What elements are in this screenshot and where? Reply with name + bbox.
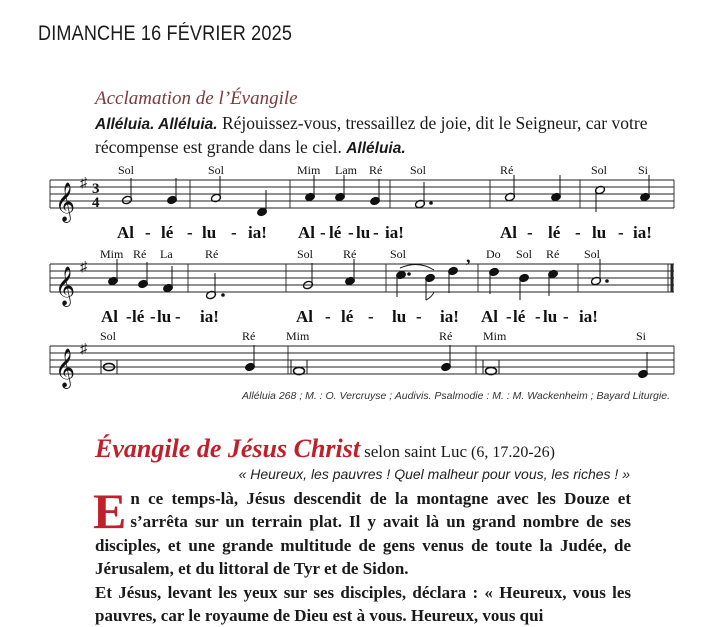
time-sig-bottom: 4: [92, 195, 100, 211]
chord: Si: [636, 329, 647, 343]
system-3: [50, 329, 674, 389]
system-1: [50, 163, 674, 242]
system-2: [50, 246, 674, 326]
chord: Sol: [390, 247, 407, 261]
music-credit: Alléluia 268 ; M. : O. Vercruyse ; Audivis. Psalmodie : M. : M. Wackenheim ; Bayard Liturgie.: [242, 390, 670, 402]
lyric: Al: [101, 307, 118, 326]
breath-mark-icon: ,: [466, 246, 471, 266]
chord: Mim: [100, 247, 124, 261]
lyric: -: [416, 307, 422, 326]
key-signature-sharp-icon: ♯: [80, 176, 87, 191]
treble-clef-icon: 𝄞: [55, 182, 76, 222]
chord: Sol: [118, 163, 135, 177]
chord: Mim: [286, 329, 310, 343]
lyric: lu: [202, 223, 217, 242]
lyric: ia!: [200, 307, 219, 326]
alleluia-close: Alléluia.: [346, 140, 406, 157]
chord: Sol: [297, 247, 314, 261]
chord: La: [160, 247, 173, 261]
lyric: lu: [157, 307, 172, 326]
notes-2: [108, 259, 609, 300]
lyric: -: [348, 223, 354, 242]
lyric: lu: [543, 307, 558, 326]
chord: Ré: [500, 163, 514, 177]
key-signature-sharp-icon: ♯: [80, 342, 87, 357]
lyric: -: [150, 307, 156, 326]
lyric: ia!: [440, 307, 459, 326]
page-date-header: DIMANCHE 16 FÉVRIER 2025: [38, 22, 293, 45]
lyric: -: [126, 307, 132, 326]
treble-clef-icon: 𝄞: [55, 348, 76, 388]
lyric: -: [535, 307, 541, 326]
lyric: -: [175, 307, 181, 326]
lyric: -: [618, 223, 624, 242]
chord: Sol: [100, 329, 117, 343]
treble-clef-icon: 𝄞: [55, 266, 76, 306]
notes-1: [122, 175, 651, 217]
gospel-paragraph-1: [93, 483, 631, 581]
gospel-title: Évangile de Jésus Christ: [95, 434, 361, 463]
chord: Mim: [297, 163, 321, 177]
gospel-paragraph-2: Et Jésus, levant les yeux sur ses disciples, déclara : « Heureux, vous les pauvres, car le royaume de Dieu est à vous. Heureux, vous qui: [95, 582, 631, 626]
lyric: Al: [481, 307, 498, 326]
alleluia-open: Alléluia. Alléluia.: [95, 116, 218, 133]
lyric: Al: [117, 223, 134, 242]
chord: Si: [638, 163, 649, 177]
lyric: -: [325, 307, 331, 326]
lyric: lé: [161, 223, 174, 242]
lyric: -: [506, 307, 512, 326]
lyric: lu: [592, 223, 607, 242]
lyric: ia!: [385, 223, 404, 242]
lyric: -: [373, 223, 379, 242]
gospel-subtitle: selon saint Luc: [364, 442, 468, 461]
time-sig-top: 3: [92, 181, 100, 197]
key-signature-sharp-icon: ♯: [80, 260, 87, 275]
lyric: -: [527, 223, 533, 242]
chord: Sol: [410, 163, 427, 177]
chord: Sol: [584, 247, 601, 261]
acclamation-title: Acclamation de l’Évangile: [95, 88, 298, 109]
lyric: lu: [356, 223, 371, 242]
lyric: -: [575, 223, 581, 242]
chord: Ré: [546, 247, 560, 261]
music-score: 𝄞 𝄞 ♯ 3 4 Sol Sol Mim Lam Ré Sol Ré Sol Si Al - lé - lu - ia! Al - lé - lu - ia! Al - lé - lu - ia! 𝄞 ♯ , Mim Ré La Ré Sol Ré Sol Do Sol Ré Sol Al - lé - lu - ia! Al - lé - lu - ia! Al - lé - lu - ia! 𝄞 ♯ Sol Ré Mim Ré Mim Si: [0, 160, 727, 390]
acclamation-text: [95, 112, 655, 160]
chord: Ré: [439, 329, 453, 343]
lyric: lé: [341, 307, 354, 326]
chord: Ré: [242, 329, 256, 343]
drop-cap: E: [93, 483, 127, 539]
lyric: lé: [132, 307, 145, 326]
chord: Ré: [343, 247, 357, 261]
chord: Mim: [483, 329, 507, 343]
chord: Ré: [133, 247, 147, 261]
lyric: -: [563, 307, 569, 326]
lyric: lé: [513, 307, 526, 326]
gospel-body: [93, 483, 631, 627]
lyric: -: [187, 223, 193, 242]
chord: Sol: [208, 163, 225, 177]
chord: Ré: [369, 163, 383, 177]
chord: Lam: [335, 163, 357, 177]
chord: Do: [486, 247, 501, 261]
staff-lines-1: [50, 180, 674, 208]
lyric: -: [231, 223, 237, 242]
lyric: lé: [548, 223, 561, 242]
chord: Sol: [516, 247, 533, 261]
lyric: ia!: [579, 307, 598, 326]
lyric: lé: [329, 223, 342, 242]
lyric: -: [368, 307, 374, 326]
lyric: -: [320, 223, 326, 242]
gospel-reference: (6, 17.20-26): [471, 444, 555, 461]
lyric: ia!: [633, 223, 652, 242]
gospel-paragraph-1-text: n ce temps-là, Jésus descendit de la montagne avec les Douze et s’arrêta sur un terrain plat. Il y avait là un grand nombre de ses disciples, et une grande multitude de gens venus de toute la Judée, de Jérusalem, et du littoral de Tyr et de Sidon.: [95, 489, 631, 579]
gospel-heading: [95, 434, 555, 464]
lyric: lu: [392, 307, 407, 326]
lyric: Al: [500, 223, 517, 242]
chord: Sol: [591, 163, 608, 177]
lyric: ia!: [248, 223, 267, 242]
lyric: -: [145, 223, 151, 242]
lyric: Al: [298, 223, 315, 242]
gospel-quote: « Heureux, les pauvres ! Quel malheur pour vous, les riches ! »: [238, 466, 630, 482]
acclamation-verse: Réjouissez-vous, tressaillez de joie, dit le Seigneur, car votre récompense est grande dans le ciel.: [95, 113, 648, 157]
chord: Ré: [205, 247, 219, 261]
lyric: Al: [296, 307, 313, 326]
